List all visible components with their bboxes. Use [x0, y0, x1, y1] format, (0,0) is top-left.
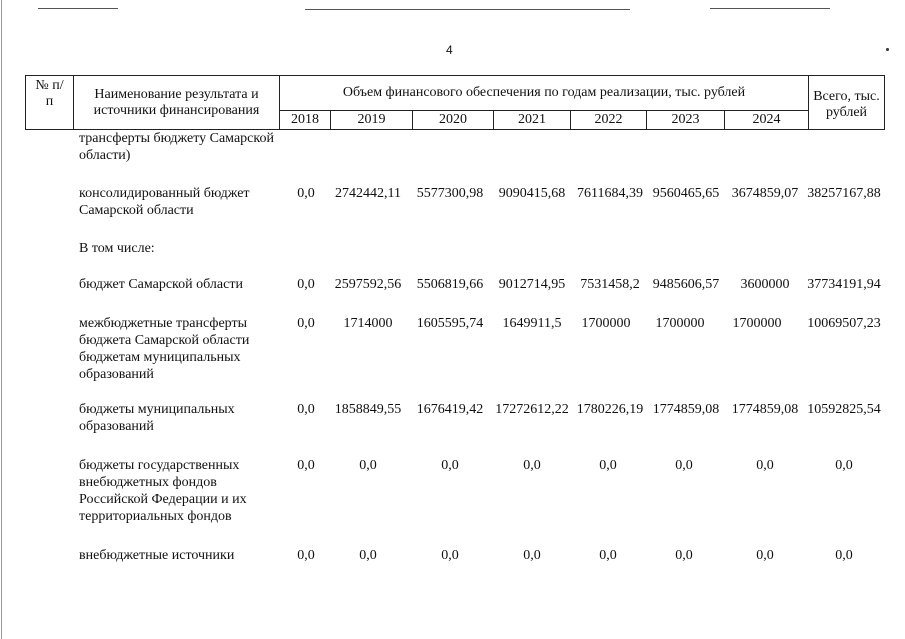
value-total: 38257167,88 [807, 186, 881, 201]
value-2020: 0,0 [441, 458, 459, 473]
header-name: Наименование результата и источники финансирования [74, 76, 280, 130]
value-2023: 9485606,57 [652, 277, 720, 292]
value-2021: 9012714,95 [498, 277, 566, 292]
header-volume: Объем финансового обеспечения по годам реализации, тыс. рублей [280, 76, 809, 111]
value-2018: 0,0 [297, 277, 315, 292]
value-2021: 0,0 [523, 548, 541, 563]
scan-edge [1, 0, 2, 639]
value-2023: 1774859,08 [652, 402, 720, 417]
value-2018: 0,0 [297, 402, 315, 417]
value-total: 0,0 [835, 548, 853, 563]
row-label: внебюджетные источники [79, 548, 235, 563]
header-year: 2020 [413, 111, 494, 130]
value-2024: 3600000 [740, 277, 790, 292]
value-2019: 2742442,11 [335, 186, 401, 201]
value-2022: 1780226,19 [576, 402, 644, 417]
value-2020: 0,0 [441, 548, 459, 563]
value-2022: 0,0 [599, 458, 617, 473]
value-2024: 1700000 [732, 316, 782, 331]
value-2020: 1676419,42 [416, 402, 484, 417]
value-2023: 0,0 [675, 548, 693, 563]
value-2021: 1649911,5 [502, 316, 562, 331]
header-year: 2019 [331, 111, 413, 130]
row-label: бюджет Самарской области [79, 277, 243, 292]
value-2023: 0,0 [675, 458, 693, 473]
row-label: консолидированный бюджет Самарской области [79, 186, 250, 218]
value-total: 10592825,54 [807, 402, 881, 417]
header-year: 2021 [494, 111, 571, 130]
value-2019: 0,0 [359, 458, 377, 473]
value-2024: 0,0 [756, 458, 774, 473]
header-year: 2023 [647, 111, 725, 130]
value-2018: 0,0 [297, 548, 315, 563]
value-2021: 9090415,68 [498, 186, 566, 201]
row-label: бюджеты муниципальных образований [79, 402, 235, 434]
header-year: 2018 [280, 111, 331, 130]
value-2022: 7611684,39 [577, 186, 643, 201]
value-total: 37734191,94 [807, 277, 881, 292]
row-label: межбюджетные трансферты бюджета Самарской области бюджетам муниципальных образований [79, 316, 250, 382]
header-num: № п/п [26, 76, 74, 130]
scan-speck [886, 48, 889, 51]
page-number: 4 [446, 43, 453, 57]
value-2023: 9560465,65 [652, 186, 720, 201]
value-2018: 0,0 [297, 458, 315, 473]
header-year: 2022 [571, 111, 647, 130]
value-2019: 1714000 [343, 316, 393, 331]
value-2022: 1700000 [581, 316, 631, 331]
value-2020: 5577300,98 [416, 186, 484, 201]
value-2018: 0,0 [297, 186, 315, 201]
row-label: бюджеты государственных внебюджетных фондов Российской Федерации и их территориальных фондов [79, 458, 247, 524]
value-total: 10069507,23 [807, 316, 881, 331]
scan-line [710, 8, 830, 9]
value-2019: 2597592,56 [334, 277, 402, 292]
value-2024: 0,0 [756, 548, 774, 563]
row-label: В том числе: [79, 241, 155, 256]
value-2020: 1605595,74 [416, 316, 484, 331]
table-header [25, 75, 885, 130]
value-2023: 1700000 [655, 316, 705, 331]
header-total: Всего, тыс. рублей [809, 76, 885, 130]
value-2019: 0,0 [359, 548, 377, 563]
scan-line [305, 9, 630, 10]
scan-line [38, 8, 118, 9]
value-2024: 1774859,08 [731, 402, 799, 417]
value-2024: 3674859,07 [731, 186, 799, 201]
value-2022: 0,0 [599, 548, 617, 563]
value-2019: 1858849,55 [334, 402, 402, 417]
value-2018: 0,0 [297, 316, 315, 331]
header-year: 2024 [725, 111, 809, 130]
row-label: трансферты бюджету Самарской области) [79, 131, 274, 163]
value-2022: 7531458,2 [580, 277, 640, 292]
value-2020: 5506819,66 [416, 277, 484, 292]
value-total: 0,0 [835, 458, 853, 473]
value-2021: 0,0 [523, 458, 541, 473]
value-2021: 17272612,22 [495, 402, 569, 417]
